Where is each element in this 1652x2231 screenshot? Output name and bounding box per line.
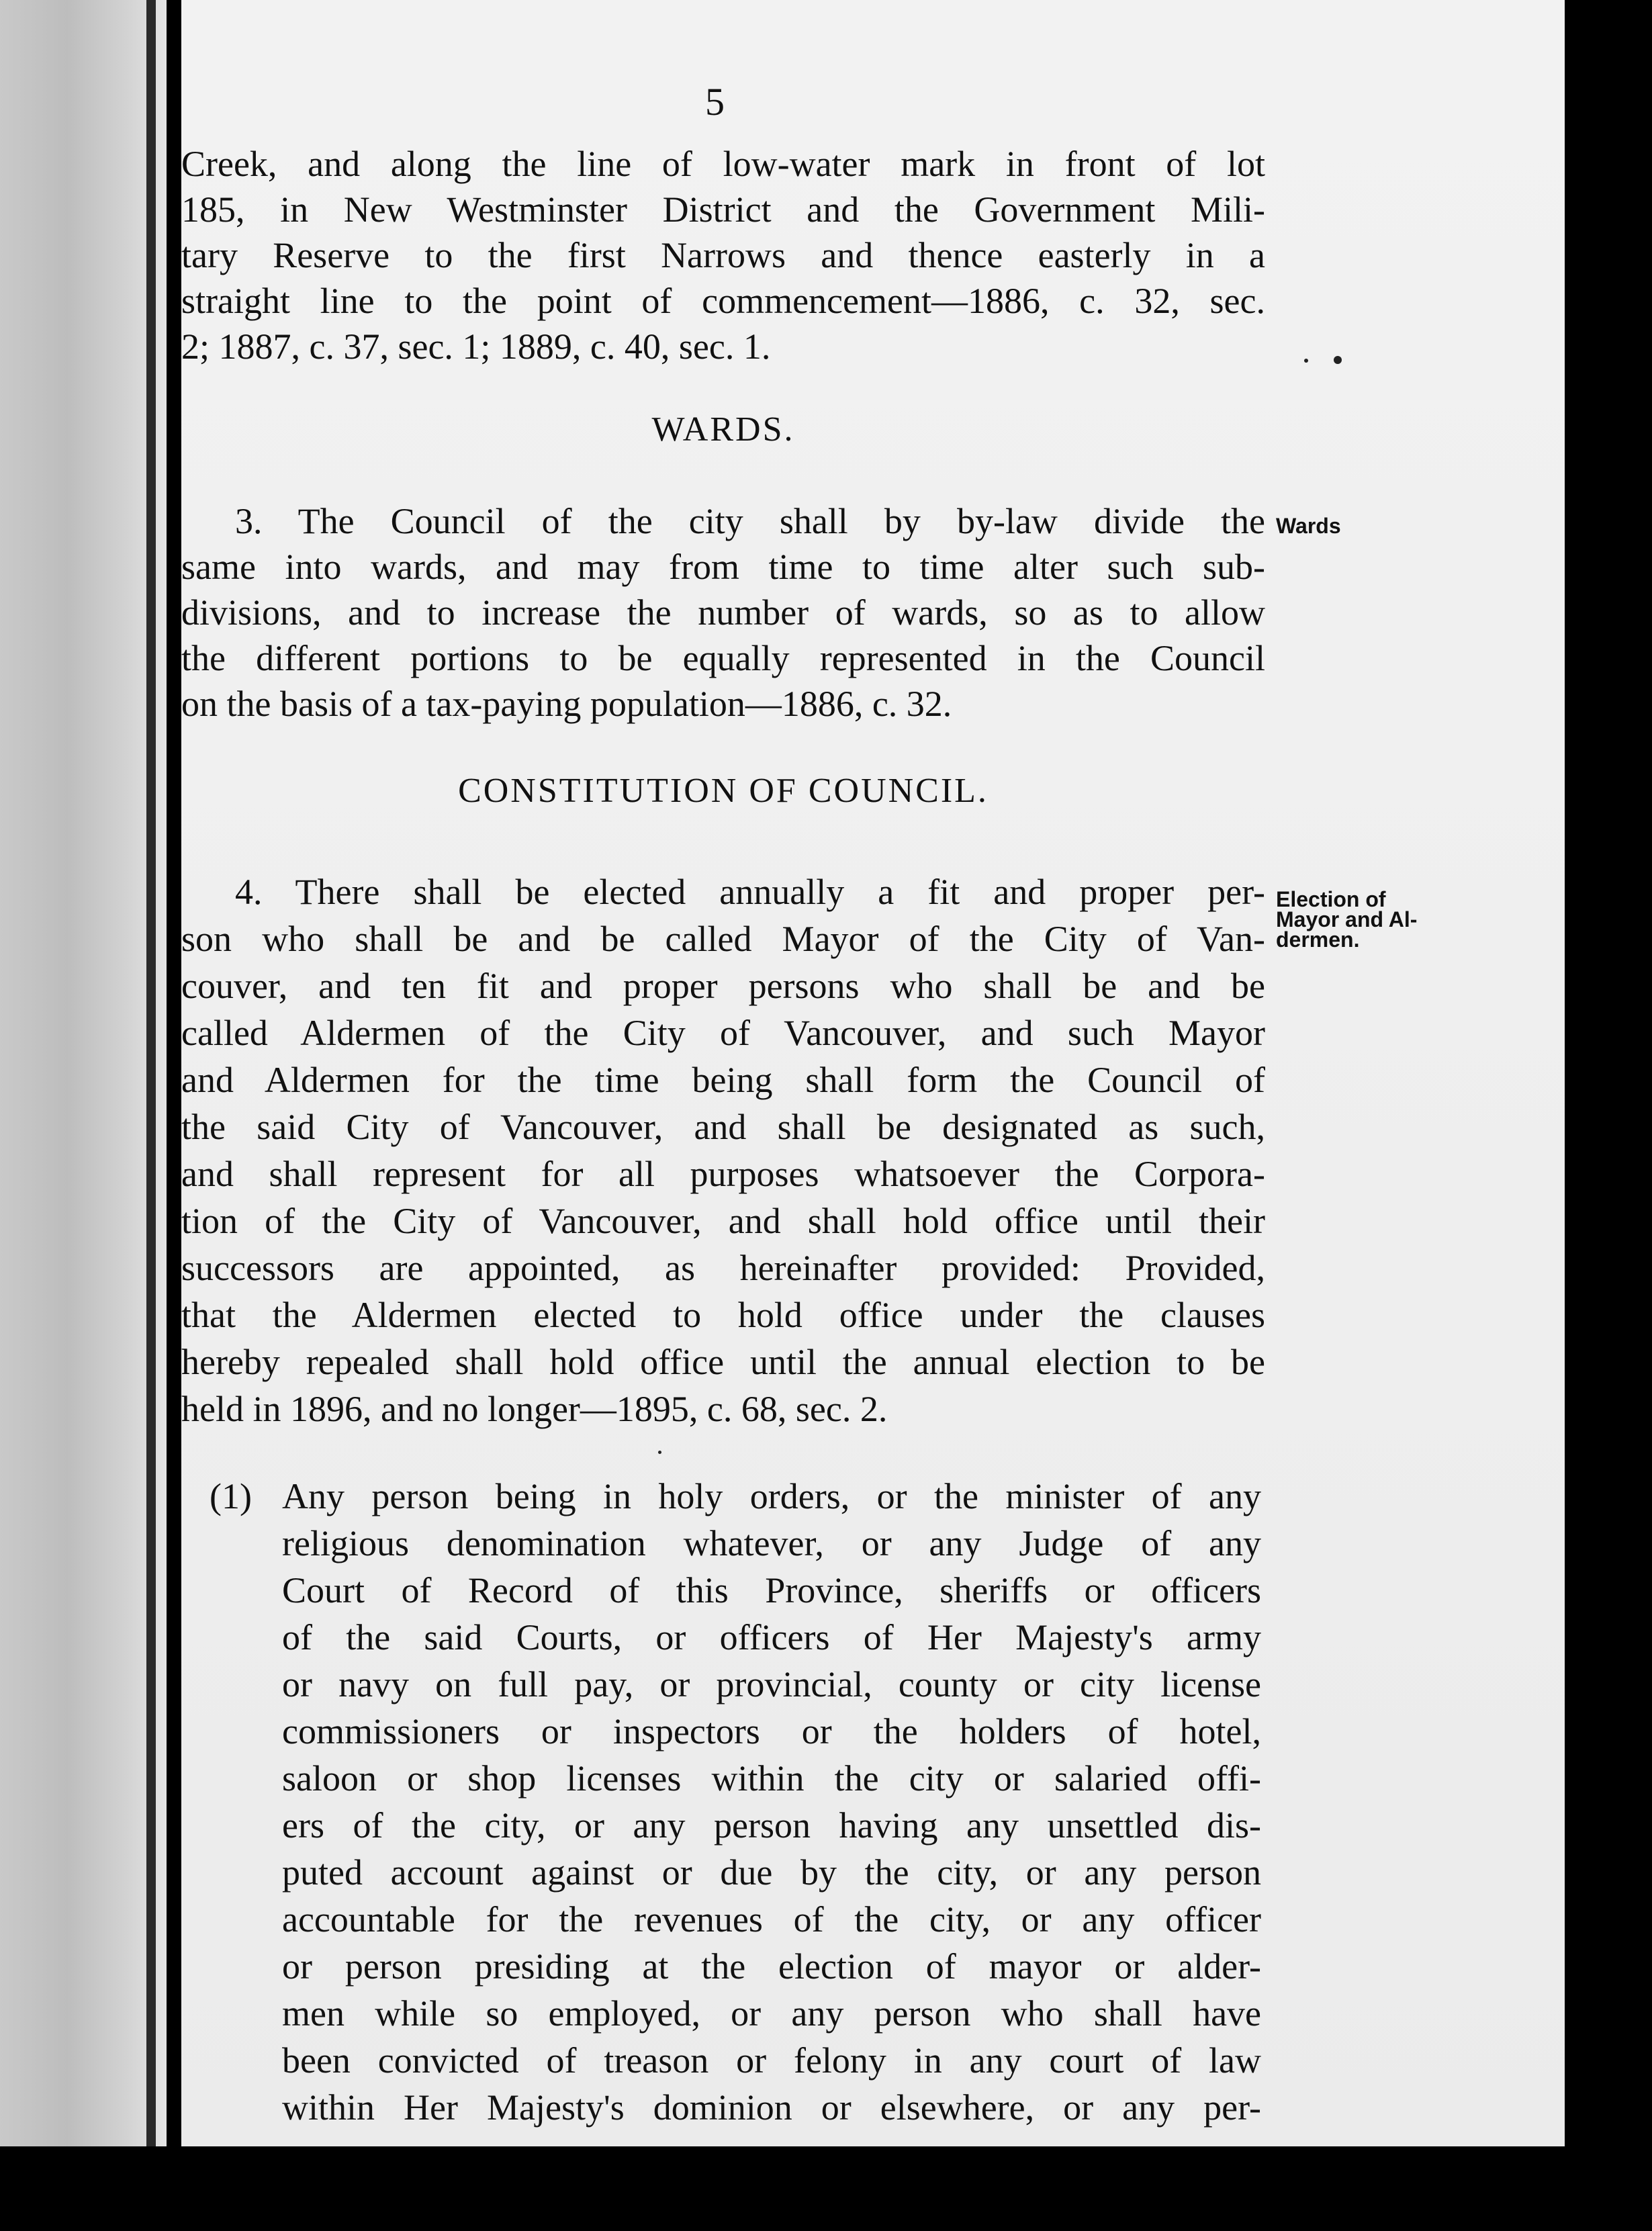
body-line: divisions, and to increase the number of wards, so as to allow [181,592,1265,633]
body-line: the different portions to be equally represented in the Council [181,638,1265,678]
subclause-line: religious denomination whatever, or any Judge of any [282,1523,1261,1563]
body-line: held in 1896, and no longer—1895, c. 68, sec. 2. [181,1389,888,1429]
subclause-line: of the said Courts, or officers of Her Majesty's army [282,1617,1261,1657]
body-line: on the basis of a tax-paying population—1886, c. 32. [181,684,952,724]
page-fold-shadow [146,0,156,2231]
scan-border-bottom [0,2146,1652,2231]
body-line: Creek, and along the line of low-water mark in front of lot [181,144,1265,184]
subclause-line: Court of Record of this Province, sheriffs or officers [282,1570,1261,1610]
left-page-edge [0,0,168,2231]
body-line: 2; 1887, c. 37, sec. 1; 1889, c. 40, sec. 1. [181,326,771,367]
scan-speck [658,1451,661,1454]
subclause-marker: (1) [210,1476,252,1516]
subclause-line: ers of the city, or any person having any unsettled dis- [282,1805,1261,1846]
section-heading-wards: WARDS. [651,410,795,449]
binding-spine [167,0,181,2231]
subclause-line: saloon or shop licenses within the city or salaried offi- [282,1758,1261,1799]
scan-speck [1334,356,1342,364]
body-line: son who shall be and be called Mayor of the City of Van- [181,919,1265,959]
margin-note-election-line-2: Mayor and Al- [1276,907,1418,931]
body-line: called Aldermen of the City of Vancouver, and such Mayor [181,1013,1265,1053]
subclause-line: men while so employed, or any person who shall have [282,1993,1261,2034]
margin-note-election-line-1: Election of [1276,887,1386,911]
section-heading-constitution: CONSTITUTION OF COUNCIL. [458,772,989,810]
body-line: that the Aldermen elected to hold office under the clauses [181,1295,1265,1335]
scan-border-right [1565,0,1652,2146]
body-line: and shall represent for all purposes whatsoever the Corpora- [181,1154,1265,1194]
margin-note-wards: Wards [1276,514,1341,538]
body-line: successors are appointed, as hereinafter provided: Provided, [181,1248,1265,1288]
body-line: and Aldermen for the time being shall form the Council of [181,1060,1265,1100]
body-line: same into wards, and may from time to time alter such sub- [181,547,1265,587]
subclause-line: commissioners or inspectors or the holders of hotel, [282,1711,1261,1751]
body-line: 3. The Council of the city shall by by-law divide the [235,501,1265,541]
body-line: 4. There shall be elected annually a fit and proper per- [235,872,1265,912]
body-line: straight line to the point of commencement—1886, c. 32, sec. [181,281,1265,321]
subclause-line: or navy on full pay, or provincial, county or city license [282,1664,1261,1704]
subclause-line: Any person being in holy orders, or the minister of any [282,1476,1261,1516]
subclause-line: or person presiding at the election of mayor or alder- [282,1946,1261,1987]
subclause-line: puted account against or due by the city, or any person [282,1852,1261,1893]
body-line: tary Reserve to the first Narrows and thence easterly in a [181,235,1265,275]
scan-speck [1304,359,1308,363]
margin-note-election-line-3: dermen. [1276,927,1360,952]
page-number: 5 [705,80,725,124]
subclause-line: been convicted of treason or felony in any court of law [282,2040,1261,2081]
body-line: couver, and ten fit and proper persons who shall be and be [181,966,1265,1006]
body-line: the said City of Vancouver, and shall be designated as such, [181,1107,1265,1147]
body-line: tion of the City of Vancouver, and shall hold office until their [181,1201,1265,1241]
subclause-line: accountable for the revenues of the city, or any officer [282,1899,1261,1940]
body-line: 185, in New Westminster District and the Government Mili- [181,189,1265,230]
body-line: hereby repealed shall hold office until the annual election to be [181,1342,1265,1382]
document-page [181,0,1565,2146]
subclause-line: within Her Majesty's dominion or elsewhere, or any per- [282,2087,1261,2128]
